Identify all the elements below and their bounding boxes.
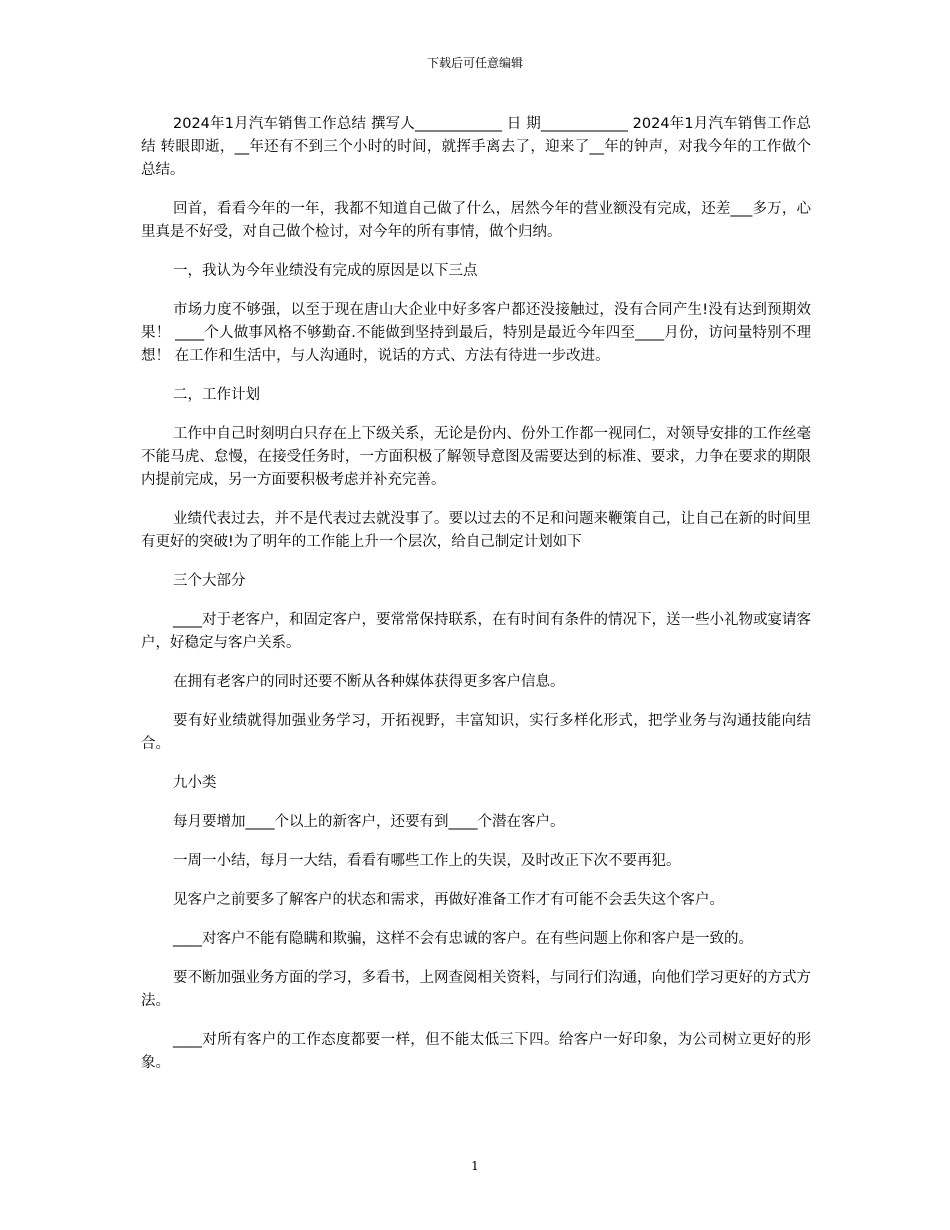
paragraph: 每月要增加____个以上的新客户，还要有到____个潜在客户。 (173, 814, 565, 830)
paragraph: 要有好业绩就得加强业务学习，开拓视野，丰富知识，实行多样化形式，把学业务与沟通技能向结合。 (141, 713, 811, 752)
paragraph: 工作中自己时刻明白只存在上下级关系，无论是份内、份外工作都一视同仁，对领导安排的工作丝毫不能马虎、怠慢，在接受任务时，一方面积极了解领导意图及需要达到的标准、要求，力争在要求的期限内提前完成，另一方面要积极考虑并补充完善。 (141, 426, 811, 488)
paragraph: ____对客户不能有隐瞒和欺骗，这样不会有忠诚的客户。在有些问题上你和客户是一致的。 (173, 931, 753, 947)
page-number: 1 (471, 1159, 479, 1173)
paragraph: 在拥有老客户的同时还要不断从各种媒体获得更多客户信息。 (173, 674, 565, 690)
page-header: 下载后可任意编辑 (426, 56, 523, 70)
paragraph: 一周一小结，每月一大结，看看有哪些工作上的失误，及时改正下次不要再犯。 (173, 853, 681, 869)
paragraph: ____对所有客户的工作态度都要一样，但不能太低三下四。给客户一好印象，为公司树立更好的形象。 (141, 1032, 811, 1071)
section-heading: 九小类 (173, 775, 217, 791)
section-heading: 三个大部分 (173, 573, 246, 589)
paragraph: 市场力度不够强，以至于现在唐山大企业中好多客户都还没接触过，没有合同产生!没有达到预期效果！ ____个人做事风格不够勤奋.不能做到坚持到最后，特别是最近今年四至____月份，访问量特别不理想！ 在工作和生活中，与人沟通时，说话的方式、方法有待进一步改进。 (141, 302, 811, 364)
paragraph: 业绩代表过去，并不是代表过去就没事了。要以过去的不足和问题来鞭策自己，让自己在新的时间里有更好的突破!为了明年的工作能上升一个层次，给自己制定计划如下 (141, 511, 811, 550)
section-heading: 二，工作计划 (173, 387, 260, 403)
paragraph: 见客户之前要多了解客户的状态和需求，再做好准备工作才有可能不会丢失这个客户。 (173, 892, 724, 908)
paragraph: 要不断加强业务方面的学习，多看书，上网查阅相关资料，与同行们沟通，向他们学习更好的方式方法。 (141, 970, 811, 1009)
paragraph: 回首，看看今年的一年，我都不知道自己做了什么，居然今年的营业额没有完成，还差___多万，心里真是不好受，对自己做个检讨，对今年的所有事情，做个归纳。 (141, 201, 811, 240)
document-body (141, 113, 811, 1091)
paragraph: ____对于老客户，和固定客户，要常常保持联系，在有时间有条件的情况下，送一些小礼物或宴请客户，好稳定与客户关系。 (141, 612, 811, 651)
section-heading: 一，我认为今年业绩没有完成的原因是以下三点 (173, 263, 478, 279)
paragraph-title-intro: 2024年1月汽车销售工作总结 撰写人____________ 日 期____________ 2024年1月汽车销售工作总结 转眼即逝，__年还有不到三个小时的时间，就挥手离去了，迎来了__年的钟声，对我今年的工作做个总结。 (141, 116, 811, 178)
